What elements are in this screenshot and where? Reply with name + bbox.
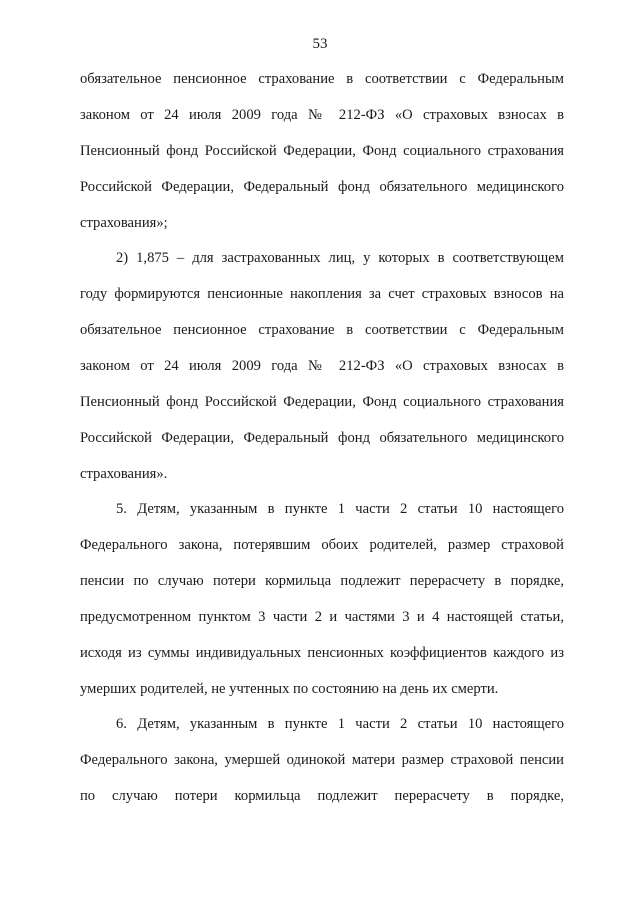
text-line: Федерального закона, умершей одинокой матери размер страховой пенсии	[80, 752, 564, 768]
text-line: предусмотренном пунктом 3 части 2 и частями 3 и 4 настоящей статьи,	[80, 609, 564, 625]
text-line: Российской Федерации, Федеральный фонд обязательного медицинского	[80, 179, 564, 195]
text-line: Пенсионный фонд Российской Федерации, Фонд социального страхования	[80, 143, 564, 159]
page-number: 53	[312, 36, 328, 52]
text-line: Федерального закона, потерявшим обоих родителей, размер страховой	[80, 537, 564, 553]
text-line: страхования».	[80, 466, 168, 482]
text-line: 5. Детям, указанным в пункте 1 части 2 статьи 10 настоящего	[116, 501, 564, 517]
text-line: по случаю потери кормильца подлежит перерасчету в порядке,	[80, 788, 564, 804]
text-line: 6. Детям, указанным в пункте 1 части 2 статьи 10 настоящего	[116, 716, 564, 732]
text-line: законом от 24 июля 2009 года № 212-ФЗ «О страховых взносах в	[80, 358, 564, 374]
text-line: обязательное пенсионное страхование в соответствии с Федеральным	[80, 322, 564, 338]
text-line: умерших родителей, не учтенных по состоянию на день их смерти.	[80, 681, 499, 697]
text-line: Пенсионный фонд Российской Федерации, Фонд социального страхования	[80, 394, 564, 410]
text-line: Российской Федерации, Федеральный фонд обязательного медицинского	[80, 430, 564, 446]
text-line: страхования»;	[80, 215, 168, 231]
text-line: обязательное пенсионное страхование в соответствии с Федеральным	[80, 71, 564, 87]
text-line: году формируются пенсионные накопления за счет страховых взносов на	[80, 286, 564, 302]
text-line: исходя из суммы индивидуальных пенсионных коэффициентов каждого из	[80, 645, 564, 661]
text-line: законом от 24 июля 2009 года № 212-ФЗ «О страховых взносах в	[80, 107, 564, 123]
text-line: пенсии по случаю потери кормильца подлежит перерасчету в порядке,	[80, 573, 564, 589]
text-line: 2) 1,875 – для застрахованных лиц, у которых в соответствующем	[116, 250, 564, 266]
